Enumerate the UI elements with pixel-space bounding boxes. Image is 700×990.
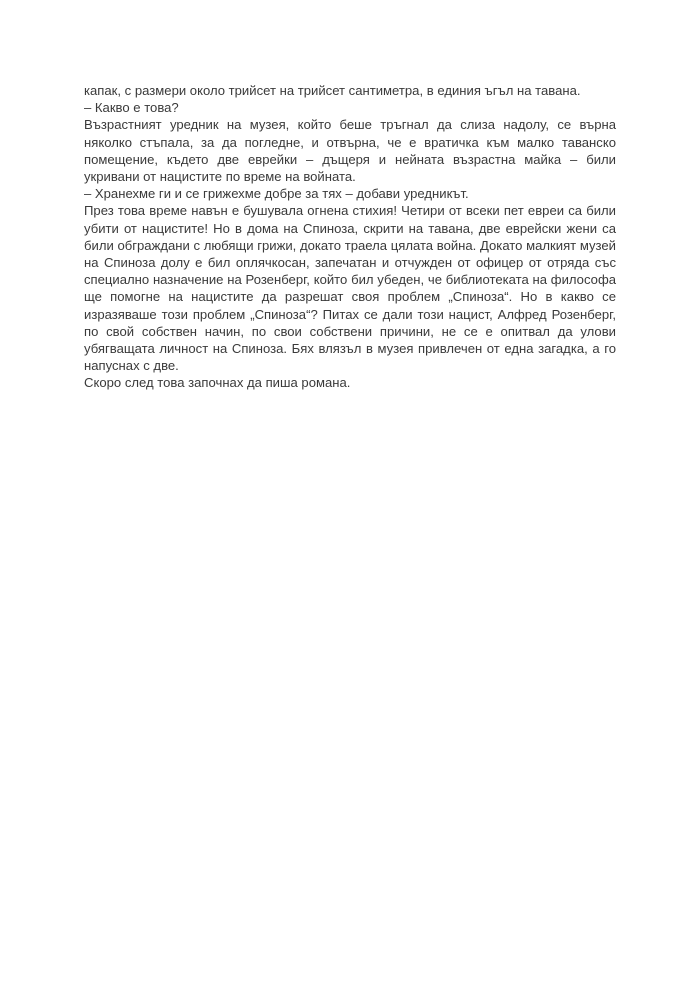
paragraph-question: – Какво е това? bbox=[84, 100, 179, 116]
paragraph-curator-answer: Възрастният уредник на музея, който беше тръгнал да слиза надолу, се върна няколко стъпала, за да погледне, и отвърна, че е вратичка към малко таванско помещение, където две еврейки – дъщеря и нейната възрастна майка – били укривани от нацистите по време на войната. bbox=[84, 117, 616, 185]
paragraph-spinoza-problem: През това време навън е бушувала огнена стихия! Четири от всеки пет евреи са били убити от нацистите! Но в дома на Спиноза, скрити на тавана, две еврейски жени са били обграждани с любящи грижи, докато траела цялата война. Докато малкият музей на Спиноза долу е бил оплячкосан, запечатан и отчужден от офицер от отряда със специално назначение на Розенберг, който бил убеден, че библиотеката на философа ще помогне на нацистите да разрешат своя проблем „Спиноза“. Но в какво се изразяваше този проблем „Спиноза“? Питах се дали този нацист, Алфред Розенберг, по свой собствен начин, по свои собствени причини, не се е опитвал да улови убягващата личност на Спиноза. Бях влязъл в музея привлечен от една загадка, а го напуснах с две. bbox=[84, 203, 616, 374]
body-text bbox=[84, 82, 616, 392]
paragraph-novel-start: Скоро след това започнах да пиша романа. bbox=[84, 375, 351, 391]
paragraph-attic-hatch: капак, с размери около трийсет на трийсет сантиметра, в единия ъгъл на тавана. bbox=[84, 83, 581, 98]
paragraph-curator-remark: – Хранехме ги и се грижехме добре за тях – добави уредникът. bbox=[84, 186, 469, 202]
